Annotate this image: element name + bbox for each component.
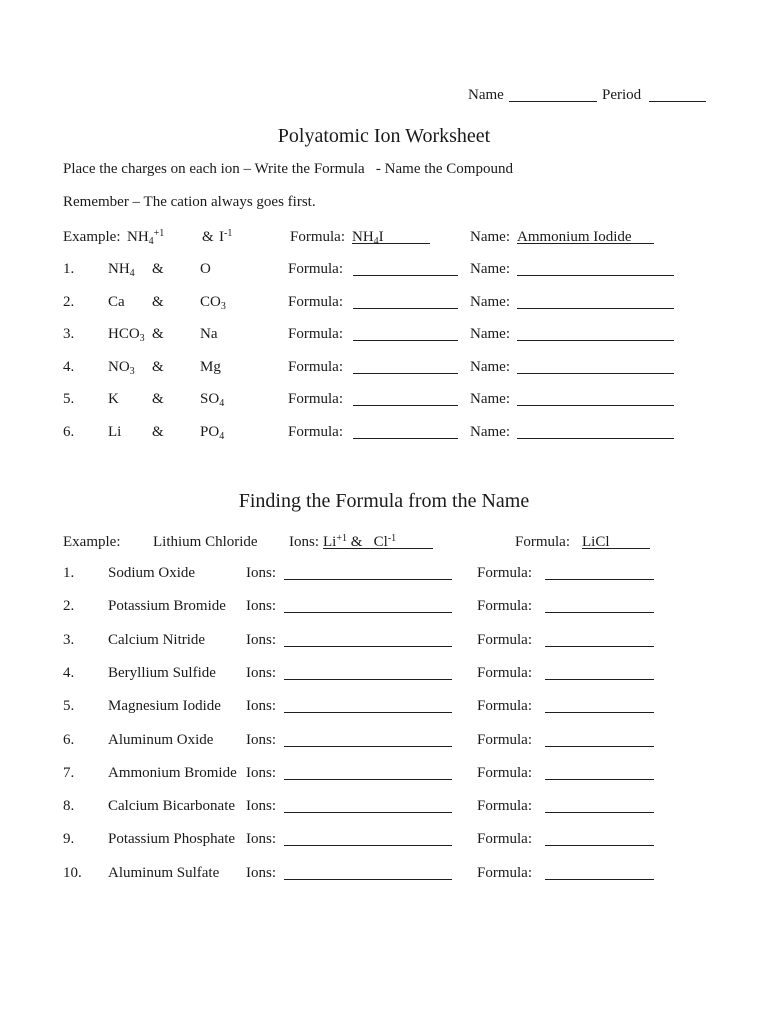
ions-blank-field[interactable] <box>284 697 452 713</box>
formula-label: Formula: <box>288 391 343 407</box>
row-number: 6. <box>63 423 75 440</box>
name-label: Name <box>468 87 504 103</box>
page-title: Polyatomic Ion Worksheet <box>277 125 491 147</box>
name-blank-field[interactable] <box>517 260 674 276</box>
compound-name: Sodium Oxide <box>108 565 196 581</box>
row-number: 10. <box>63 864 82 881</box>
example-cation: $NH_4^{+1}$ <box>127 228 165 247</box>
name-label: Name: <box>470 358 510 375</box>
formula-label: Formula: <box>288 358 343 375</box>
compound-name: Beryllium Sulfide <box>108 664 216 681</box>
compound-name: Aluminum Sulfate <box>108 864 220 881</box>
formula-blank-field[interactable] <box>353 358 458 374</box>
cation: $HCO_3$ <box>108 326 145 344</box>
ion-pair-row <box>0 325 768 343</box>
ampersand: & <box>152 391 164 407</box>
formula-blank-field[interactable] <box>545 797 654 813</box>
ions-label: Ions: <box>246 798 276 815</box>
ions-blank-field[interactable] <box>284 864 452 880</box>
formula-label: Formula: <box>477 798 532 815</box>
period-blank-field[interactable] <box>649 86 706 102</box>
name-period-line <box>0 86 768 104</box>
formula-blank-field[interactable] <box>545 631 654 647</box>
instruction-text: Place the charges on each ion – Write the Formula - Name the Compound <box>63 161 513 177</box>
ions-label: Ions: <box>246 864 276 881</box>
compound-row <box>0 797 768 815</box>
formula-answer: LiCl <box>582 533 650 549</box>
ions-blank-field[interactable] <box>284 631 452 647</box>
row-number: 8. <box>63 798 75 815</box>
compound-name: Potassium Bromide <box>108 598 226 615</box>
ions-label: Ions: <box>246 664 276 681</box>
ions-label: Ions: <box>246 698 276 715</box>
name-blank-field[interactable] <box>517 423 674 439</box>
name-blank-field[interactable] <box>517 358 674 374</box>
instruction-text: Remember – The cation always goes first. <box>63 194 316 210</box>
example-label: Example: <box>63 534 121 550</box>
compound-row <box>0 564 768 582</box>
formula-blank-field[interactable] <box>353 260 458 276</box>
formula-blank-field[interactable] <box>545 864 654 880</box>
compound-name: Calcium Nitride <box>108 631 206 648</box>
period-label: Period <box>602 87 642 103</box>
formula-label: Formula: <box>477 831 532 848</box>
formula-label: Formula: <box>288 293 343 310</box>
compound-row <box>0 631 768 649</box>
formula-blank-field[interactable] <box>353 390 458 406</box>
ion-pair-row <box>0 260 768 278</box>
name-blank-field[interactable] <box>509 86 597 102</box>
instruction-line-1 <box>0 160 768 178</box>
ions-label: Ions: <box>246 764 276 781</box>
formula-label: Formula: <box>477 698 532 715</box>
name-blank-field[interactable] <box>517 325 674 341</box>
compound-row <box>0 830 768 848</box>
formula-label: Formula: <box>477 631 532 648</box>
formula-blank-field[interactable] <box>545 664 654 680</box>
row-number: 2. <box>63 598 75 615</box>
ions-blank-field[interactable] <box>284 564 452 580</box>
formula-label: Formula: <box>477 731 532 748</box>
formula-label: Formula: <box>288 261 343 277</box>
cation: $NH_4$ <box>108 261 135 279</box>
name-label: Name: <box>470 293 510 310</box>
row-number: 1. <box>63 565 75 581</box>
ions-label: Ions: <box>246 565 276 581</box>
row-number: 4. <box>63 358 75 375</box>
row-number: 3. <box>63 631 75 648</box>
ions-label: Ions: <box>246 731 276 748</box>
name-blank-field[interactable] <box>517 293 674 309</box>
ions-blank-field[interactable] <box>284 731 452 747</box>
example-label: Example: <box>63 229 121 245</box>
name-label: Name: <box>470 423 510 440</box>
anion: O <box>200 261 211 277</box>
row-number: 9. <box>63 831 75 848</box>
anion: $CO_3$ <box>200 293 226 312</box>
example-anion: $I^{-1}$ <box>219 228 233 245</box>
ion-pair-row <box>0 293 768 311</box>
ions-label: Ions: <box>246 631 276 648</box>
compound-row <box>0 597 768 615</box>
row-number: 4. <box>63 664 75 681</box>
compound-name-answer: Ammonium Iodide <box>517 228 654 244</box>
ions-blank-field[interactable] <box>284 597 452 613</box>
formula-blank-field[interactable] <box>353 325 458 341</box>
ions-blank-field[interactable] <box>284 830 452 846</box>
formula-blank-field[interactable] <box>545 597 654 613</box>
formula-label: Formula: <box>477 664 532 681</box>
row-number: 5. <box>63 698 75 715</box>
anion: Mg <box>200 358 221 375</box>
ions-blank-field[interactable] <box>284 764 452 780</box>
ion-pair-row <box>0 358 768 376</box>
ions-label: Ions: <box>246 831 276 848</box>
cation: Ca <box>108 293 125 310</box>
ions-label: Ions: <box>289 534 319 550</box>
row-number: 2. <box>63 293 75 310</box>
cation: Li <box>108 423 122 440</box>
formula-blank-field[interactable] <box>545 564 654 580</box>
formula-label: Formula: <box>477 764 532 781</box>
formula-blank-field[interactable] <box>545 764 654 780</box>
cation: K <box>108 391 119 407</box>
example-compound-name: Lithium Chloride <box>153 534 258 550</box>
ampersand: & <box>202 229 214 245</box>
name-label: Name: <box>470 326 510 342</box>
ion-pair-row <box>0 423 768 441</box>
formula-blank-field[interactable] <box>353 423 458 439</box>
section2-example-row <box>0 533 768 551</box>
section1-example-row <box>0 228 768 246</box>
formula-label: Formula: <box>288 326 343 342</box>
ions-label: Ions: <box>246 598 276 615</box>
instruction-line-2 <box>0 193 768 211</box>
formula-label: Formula: <box>290 229 345 245</box>
ions-blank-field[interactable] <box>284 797 452 813</box>
ampersand: & <box>152 293 164 310</box>
ampersand: & <box>152 423 164 440</box>
ampersand: & <box>152 326 164 342</box>
section2-heading: Finding the Formula from the Name <box>238 490 530 512</box>
ampersand: & <box>152 261 164 277</box>
formula-blank-field[interactable] <box>353 293 458 309</box>
row-number: 6. <box>63 731 75 748</box>
anion: Na <box>200 326 218 342</box>
formula-blank-field[interactable] <box>545 731 654 747</box>
formula-label: Formula: <box>477 598 532 615</box>
anion: $SO_4$ <box>200 391 225 409</box>
compound-row <box>0 764 768 782</box>
row-number: 5. <box>63 391 75 407</box>
name-label: Name: <box>470 229 510 245</box>
row-number: 3. <box>63 326 75 342</box>
ions-answer: $Li^{+1}$ & $Cl^{-1}$ <box>323 533 433 549</box>
formula-label: Formula: <box>477 864 532 881</box>
row-number: 1. <box>63 261 75 277</box>
name-label: Name: <box>470 261 510 277</box>
compound-row <box>0 664 768 682</box>
compound-name: Magnesium Iodide <box>108 698 221 715</box>
formula-label: Formula: <box>515 534 570 550</box>
compound-name: Ammonium Bromide <box>108 764 237 781</box>
compound-name: Calcium Bicarbonate <box>108 798 236 815</box>
row-number: 7. <box>63 764 75 781</box>
formula-answer: $NH_4I$ <box>352 228 430 244</box>
ions-blank-field[interactable] <box>284 664 452 680</box>
compound-name: Potassium Phosphate <box>108 831 236 848</box>
formula-label: Formula: <box>477 565 532 581</box>
name-blank-field[interactable] <box>517 390 674 406</box>
compound-name: Aluminum Oxide <box>108 731 214 748</box>
anion: $PO_4$ <box>200 423 225 442</box>
ion-pair-row <box>0 390 768 408</box>
ampersand: & <box>152 358 164 375</box>
compound-row <box>0 697 768 715</box>
cation: $NO_3$ <box>108 358 135 377</box>
compound-row <box>0 864 768 882</box>
name-label: Name: <box>470 391 510 407</box>
compound-row <box>0 731 768 749</box>
formula-blank-field[interactable] <box>545 697 654 713</box>
formula-blank-field[interactable] <box>545 830 654 846</box>
formula-label: Formula: <box>288 423 343 440</box>
